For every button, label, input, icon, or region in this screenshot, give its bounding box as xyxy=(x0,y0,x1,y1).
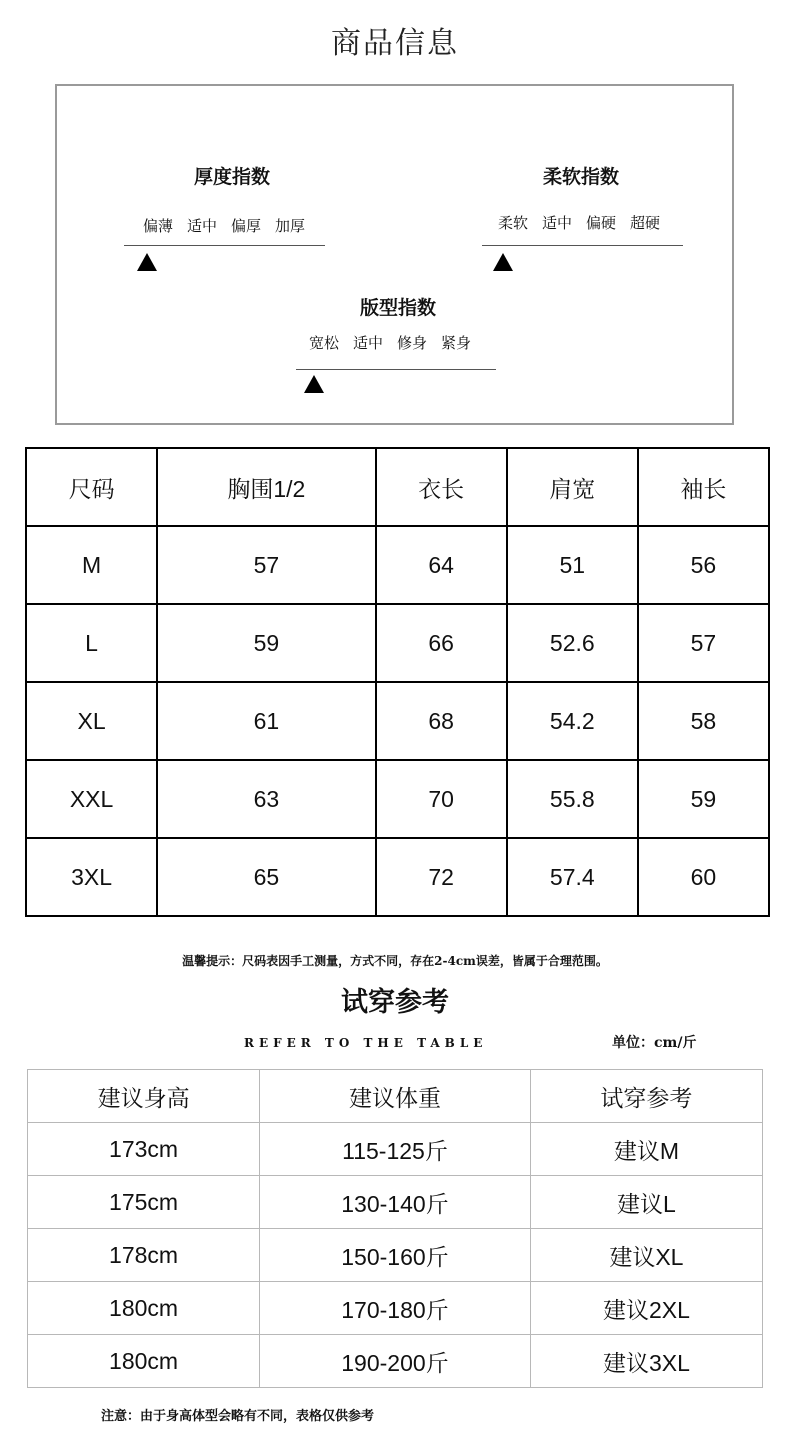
table-cell: 63 xyxy=(157,760,375,838)
header-cell: 肩宽 xyxy=(507,448,638,526)
unit-label: 单位：cm/斤 xyxy=(612,1035,697,1051)
fit-scale-line xyxy=(296,369,496,370)
table-cell: 51 xyxy=(507,526,638,604)
fit-options xyxy=(309,332,485,353)
table-cell: 130-140斤 xyxy=(260,1176,531,1229)
table-cell: 65 xyxy=(157,838,375,916)
thickness-index-title: 厚度指数 xyxy=(194,166,271,188)
thickness-indicator-icon xyxy=(137,253,157,271)
measurement-note: 温馨提示：尺码表因手工测量，方式不同，存在2-4cm误差，皆属于合理范围。 xyxy=(182,954,608,968)
table-cell: 54.2 xyxy=(507,682,638,760)
table-cell: XXL xyxy=(26,760,157,838)
table-cell: 55.8 xyxy=(507,760,638,838)
table-cell: 建议2XL xyxy=(530,1282,762,1335)
table-row xyxy=(28,1229,763,1282)
table-row xyxy=(26,604,769,682)
table-cell: 58 xyxy=(638,682,769,760)
table-cell: 59 xyxy=(638,760,769,838)
softness-index-title: 柔软指数 xyxy=(543,166,620,188)
fit-option: 适中 xyxy=(353,334,384,352)
fit-reference-title: 试穿参考 xyxy=(341,987,449,1018)
table-cell: 57 xyxy=(638,604,769,682)
softness-option: 超硬 xyxy=(630,214,661,232)
fit-reference-table xyxy=(27,1069,763,1388)
thickness-scale-line xyxy=(124,245,325,246)
table-row xyxy=(26,838,769,916)
table-cell: 68 xyxy=(376,682,507,760)
table-cell: 56 xyxy=(638,526,769,604)
table-cell: 建议L xyxy=(530,1176,762,1229)
table-row xyxy=(28,1335,763,1388)
fit-option: 修身 xyxy=(397,334,428,352)
fit-index-title: 版型指数 xyxy=(360,297,437,319)
table-cell: XL xyxy=(26,682,157,760)
table-cell: 57.4 xyxy=(507,838,638,916)
table-cell: 57 xyxy=(157,526,375,604)
table-header-row xyxy=(26,448,769,526)
table-cell: 66 xyxy=(376,604,507,682)
softness-option: 适中 xyxy=(542,214,573,232)
table-cell: 64 xyxy=(376,526,507,604)
table-cell: 180cm xyxy=(28,1282,260,1335)
table-cell: 70 xyxy=(376,760,507,838)
table-row xyxy=(26,682,769,760)
thickness-option: 适中 xyxy=(187,217,218,235)
table-row xyxy=(26,526,769,604)
table-cell: M xyxy=(26,526,157,604)
header-cell: 尺码 xyxy=(26,448,157,526)
thickness-options xyxy=(143,215,319,236)
thickness-option: 加厚 xyxy=(275,217,306,235)
fit-option: 宽松 xyxy=(309,334,340,352)
table-cell: L xyxy=(26,604,157,682)
table-cell: 建议XL xyxy=(530,1229,762,1282)
softness-scale-line xyxy=(482,245,683,246)
fit-indicator-icon xyxy=(304,375,324,393)
page-title: 商品信息 xyxy=(331,26,459,61)
header-cell: 袖长 xyxy=(638,448,769,526)
table-row xyxy=(26,760,769,838)
table-cell: 173cm xyxy=(28,1123,260,1176)
table-cell: 170-180斤 xyxy=(260,1282,531,1335)
table-cell: 60 xyxy=(638,838,769,916)
table-row xyxy=(28,1282,763,1335)
table-cell: 190-200斤 xyxy=(260,1335,531,1388)
table-cell: 52.6 xyxy=(507,604,638,682)
fit-disclaimer-note: 注意：由于身高体型会略有不同，表格仅供参考 xyxy=(101,1409,375,1424)
table-cell: 178cm xyxy=(28,1229,260,1282)
table-cell: 建议M xyxy=(530,1123,762,1176)
fit-option: 紧身 xyxy=(441,334,472,352)
table-cell: 175cm xyxy=(28,1176,260,1229)
softness-option: 柔软 xyxy=(498,214,529,232)
fit-reference-subtitle: REFER TO THE TABLE xyxy=(244,1036,488,1050)
table-row xyxy=(28,1123,763,1176)
table-cell: 180cm xyxy=(28,1335,260,1388)
thickness-option: 偏厚 xyxy=(231,217,262,235)
header-cell: 建议身高 xyxy=(28,1070,260,1123)
table-cell: 建议3XL xyxy=(530,1335,762,1388)
table-cell: 150-160斤 xyxy=(260,1229,531,1282)
table-cell: 115-125斤 xyxy=(260,1123,531,1176)
header-cell: 试穿参考 xyxy=(530,1070,762,1123)
softness-option: 偏硬 xyxy=(586,214,617,232)
header-cell: 衣长 xyxy=(376,448,507,526)
header-cell: 胸围1/2 xyxy=(157,448,375,526)
size-chart-table xyxy=(25,447,770,917)
header-cell: 建议体重 xyxy=(260,1070,531,1123)
table-row xyxy=(28,1176,763,1229)
table-header-row xyxy=(28,1070,763,1123)
table-cell: 61 xyxy=(157,682,375,760)
table-cell: 59 xyxy=(157,604,375,682)
softness-indicator-icon xyxy=(493,253,513,271)
table-cell: 72 xyxy=(376,838,507,916)
table-cell: 3XL xyxy=(26,838,157,916)
thickness-option: 偏薄 xyxy=(143,217,174,235)
softness-options xyxy=(498,212,674,233)
